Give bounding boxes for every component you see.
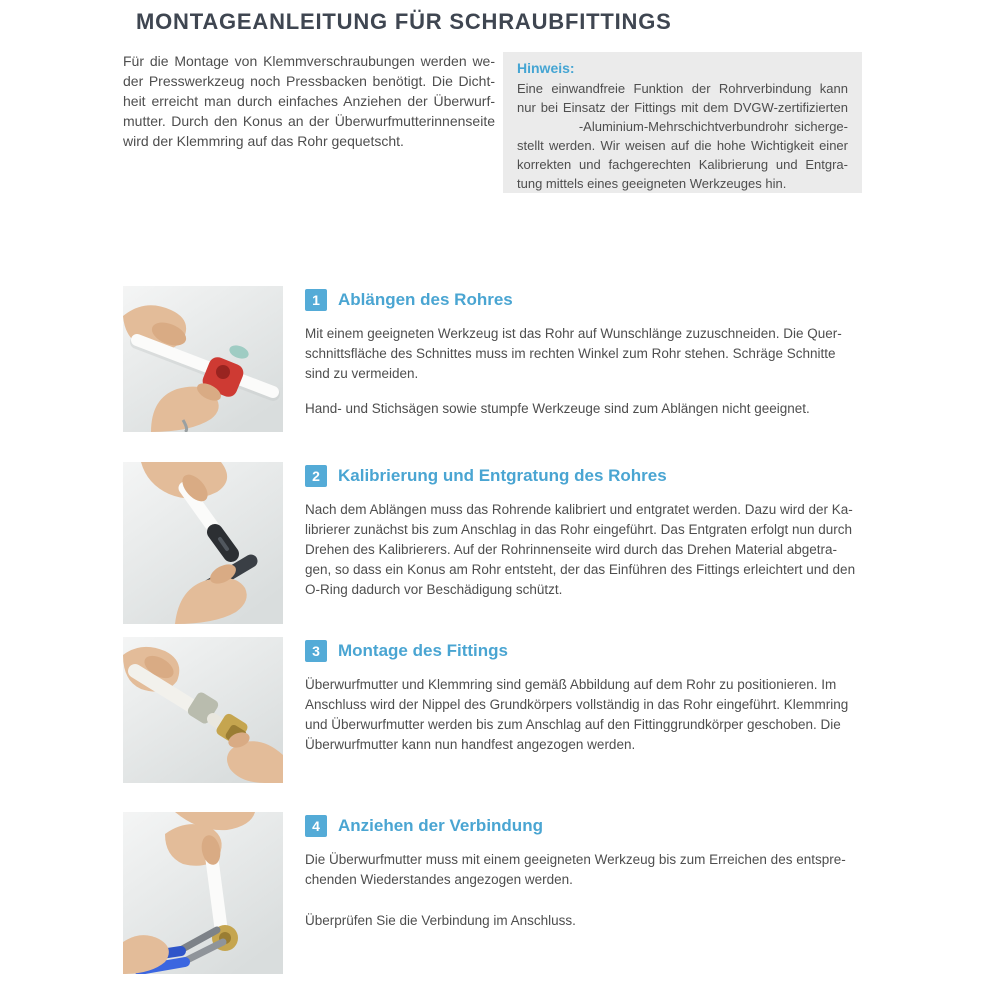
fitting-assembly-photo bbox=[123, 637, 283, 783]
text-line: Eine einwandfreie Funktion der Rohrverbindung kann bbox=[517, 81, 848, 96]
step-1-number-badge: 1 bbox=[305, 289, 327, 311]
text-line: und Überwurfmutter werden bis zum Anschlag auf den Fittinggrundkörper geschoben. Die bbox=[305, 717, 841, 732]
step-3-number-badge: 3 bbox=[305, 640, 327, 662]
text-line: Nach dem Ablängen muss das Rohrende kalibriert und entgratet werden. Dazu wird der Ka- bbox=[305, 502, 853, 517]
note-heading: Hinweis: bbox=[517, 60, 575, 76]
text-line: Die Überwurfmutter muss mit einem geeigneten Werkzeug bis zum Erreichen des entspre- bbox=[305, 852, 846, 867]
connection-tightening-illustration bbox=[123, 812, 283, 974]
text-line: Mit einem geeigneten Werkzeug ist das Rohr auf Wunschlänge zuzuschneiden. Die Quer- bbox=[305, 326, 842, 341]
note-text bbox=[517, 79, 848, 193]
text-line: O-Ring dadurch vor Beschädigung schützt. bbox=[305, 582, 563, 597]
pipe-cutting-illustration bbox=[123, 286, 283, 432]
step-2-number-badge: 2 bbox=[305, 465, 327, 487]
text-line: schnittsfläche des Schnittes muss im rechten Winkel zum Rohr stehen. Schräge Schnitte bbox=[305, 346, 836, 361]
pipe-cutter-photo bbox=[123, 286, 283, 432]
fitting-mounting-illustration bbox=[123, 637, 283, 783]
text-line: Hand- und Stichsägen sowie stumpfe Werkzeuge sind zum Ablängen nicht geeignet. bbox=[305, 401, 810, 416]
text-line: nur bei Einsatz der Fittings mit dem DVGW-zertifizierten bbox=[517, 100, 848, 115]
text-line: librierer zunächst bis zum Anschlag in das Rohr eingeführt. Das Entgraten erfolgt nun durch bbox=[305, 522, 853, 537]
text-line: Für die Montage von Klemmverschraubungen werden we- bbox=[123, 53, 495, 69]
text-line: korrekten und fachgerechten Kalibrierung und Entgra- bbox=[517, 157, 848, 172]
text-line: der Presswerkzeug noch Pressbacken benötigt. Die Dicht- bbox=[123, 73, 495, 89]
text-line: -Aluminium-Mehrschichtverbundrohr sicherge- bbox=[517, 119, 848, 134]
intro-paragraph bbox=[123, 51, 495, 151]
step-4-heading: Anziehen der Verbindung bbox=[338, 816, 543, 835]
pipe-calibrating-illustration bbox=[123, 462, 283, 624]
note-box bbox=[503, 52, 862, 193]
text-line: sind zu vermeiden. bbox=[305, 366, 419, 381]
tightening-photo bbox=[123, 812, 283, 974]
step-1-paragraph-2 bbox=[305, 399, 881, 419]
text-line: tung mittels eines geeigneten Werkzeuges hin. bbox=[517, 176, 787, 191]
step-2-heading: Kalibrierung und Entgratung des Rohres bbox=[338, 466, 667, 485]
step-3-heading: Montage des Fittings bbox=[338, 641, 508, 660]
text-line: Anschluss wird der Nippel des Grundkörpers vollständig in das Rohr eingeführt. Klemmring bbox=[305, 697, 849, 712]
text-line: mutter. Durch den Konus an der Überwurfmutterinnenseite bbox=[123, 113, 495, 129]
page-title: MONTAGEANLEITUNG FÜR SCHRAUBFITTINGS bbox=[136, 9, 672, 34]
text-line: wird der Klemmring auf das Rohr gequetscht. bbox=[123, 133, 404, 149]
step-4-paragraph-1 bbox=[305, 850, 881, 890]
text-line: stellt werden. Wir weisen auf die hohe Wichtigkeit einer bbox=[517, 138, 848, 153]
step-1-heading: Ablängen des Rohres bbox=[338, 290, 513, 309]
step-1-paragraph-1 bbox=[305, 324, 881, 384]
step-4-number-badge: 4 bbox=[305, 815, 327, 837]
text-line: Überwurfmutter kann nun handfest angezogen werden. bbox=[305, 737, 636, 752]
text-line: heit erreicht man durch einfaches Anziehen der Überwurf- bbox=[123, 93, 495, 109]
text-line: chenden Wiederstandes angezogen werden. bbox=[305, 872, 573, 887]
calibrating-tool-photo bbox=[123, 462, 283, 624]
text-line: Drehen des Kalibrierers. Auf der Rohrinnenseite wird durch das Drehen Material abgetra- bbox=[305, 542, 838, 557]
text-line: Überwurfmutter und Klemmring sind gemäß Abbildung auf dem Rohr zu positionieren. Im bbox=[305, 677, 837, 692]
step-2-paragraph-1 bbox=[305, 500, 881, 600]
text-line: Überprüfen Sie die Verbindung im Anschluss. bbox=[305, 913, 576, 928]
step-4-paragraph-2 bbox=[305, 911, 881, 931]
step-3-paragraph-1 bbox=[305, 675, 881, 755]
text-line: gen, so dass ein Konus am Rohr entsteht, der das Einführen des Fittings erleichtert und den bbox=[305, 562, 856, 577]
